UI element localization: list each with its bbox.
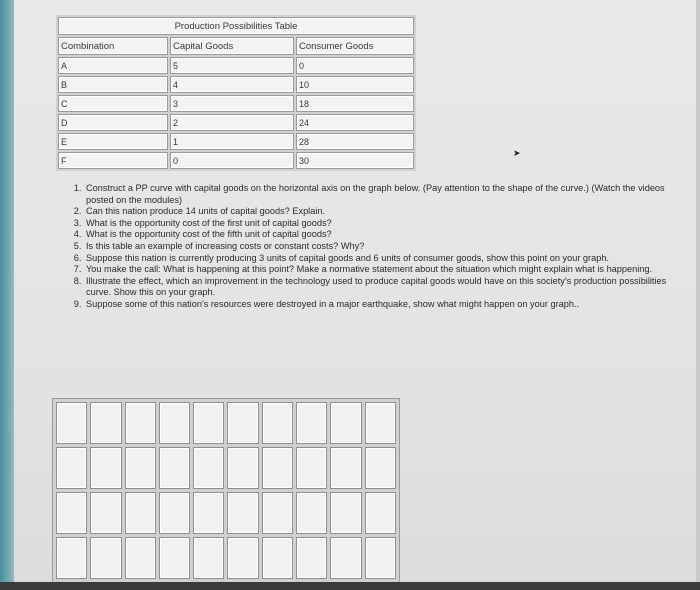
graph-cell <box>193 402 224 444</box>
header-capital-goods: Capital Goods <box>170 37 294 55</box>
table-row <box>58 133 414 150</box>
question-list <box>70 183 684 311</box>
question-item: 9. Suppose some of this nation's resources were destroyed in a major earthquake, show what might happen on your graph.. <box>84 299 684 311</box>
cell-combination: B <box>58 76 168 93</box>
graph-cell <box>365 492 396 534</box>
graph-cell <box>56 402 87 444</box>
cell-capital-goods: 4 <box>170 76 294 93</box>
question-item: 5. Is this table an example of increasing costs or constant costs? Why? <box>84 241 684 253</box>
graph-cell <box>125 537 156 579</box>
graph-cell <box>365 447 396 489</box>
header-consumer-goods: Consumer Goods <box>296 37 414 55</box>
header-combination: Combination <box>58 37 168 55</box>
graph-cell <box>56 537 87 579</box>
graph-cell <box>227 447 258 489</box>
cell-consumer-goods: 24 <box>296 114 414 131</box>
graph-cell <box>159 492 190 534</box>
graph-cell <box>193 537 224 579</box>
graph-cell <box>296 492 327 534</box>
graph-cell <box>330 492 361 534</box>
cell-consumer-goods: 10 <box>296 76 414 93</box>
cursor-arrow-icon: ➤ <box>513 148 521 158</box>
graph-cell <box>56 492 87 534</box>
cell-combination: F <box>58 152 168 169</box>
graph-cell <box>365 537 396 579</box>
cell-capital-goods: 5 <box>170 57 294 74</box>
table-row <box>58 57 414 74</box>
question-item: 1. Construct a PP curve with capital goods on the horizontal axis on the graph below. (Pay attention to the shape of the curve.) (Watch the videos posted on the modules) <box>84 183 684 206</box>
graph-cell <box>159 537 190 579</box>
graph-cell <box>365 402 396 444</box>
graph-cell <box>90 537 121 579</box>
graph-cell <box>90 447 121 489</box>
left-edge-strip <box>0 0 14 590</box>
table-row <box>58 152 414 169</box>
graph-cell <box>125 447 156 489</box>
cell-consumer-goods: 0 <box>296 57 414 74</box>
graph-cell <box>227 402 258 444</box>
question-item: 7. You make the call: What is happening at this point? Make a normative statement about the situation which might explain what is happening. <box>84 264 684 276</box>
cell-capital-goods: 1 <box>170 133 294 150</box>
cell-combination: E <box>58 133 168 150</box>
bottom-edge-strip <box>0 582 700 590</box>
production-possibilities-table <box>56 15 416 171</box>
graph-cell <box>159 447 190 489</box>
graph-cell <box>193 447 224 489</box>
graph-cell <box>159 402 190 444</box>
cell-capital-goods: 3 <box>170 95 294 112</box>
graph-cell <box>193 492 224 534</box>
blank-graph-grid <box>52 398 400 584</box>
graph-cell <box>227 492 258 534</box>
graph-cell <box>296 537 327 579</box>
cell-combination: A <box>58 57 168 74</box>
graph-cell <box>90 492 121 534</box>
cell-combination: C <box>58 95 168 112</box>
graph-cell <box>262 492 293 534</box>
cell-capital-goods: 2 <box>170 114 294 131</box>
graph-cell <box>227 537 258 579</box>
cell-consumer-goods: 30 <box>296 152 414 169</box>
question-item: 2. Can this nation produce 14 units of capital goods? Explain. <box>84 206 684 218</box>
cell-consumer-goods: 18 <box>296 95 414 112</box>
graph-cell <box>56 447 87 489</box>
cell-consumer-goods: 28 <box>296 133 414 150</box>
question-item: 3. What is the opportunity cost of the first unit of capital goods? <box>84 218 684 230</box>
graph-cell <box>330 402 361 444</box>
table-row <box>58 95 414 112</box>
graph-cell <box>330 537 361 579</box>
question-item: 4. What is the opportunity cost of the fifth unit of capital goods? <box>84 229 684 241</box>
table-title: Production Possibilities Table <box>58 17 414 35</box>
cell-combination: D <box>58 114 168 131</box>
cell-capital-goods: 0 <box>170 152 294 169</box>
graph-cell <box>296 447 327 489</box>
table-row <box>58 114 414 131</box>
graph-cell <box>125 402 156 444</box>
graph-cell <box>262 447 293 489</box>
graph-cell <box>296 402 327 444</box>
graph-cell <box>90 402 121 444</box>
graph-cell <box>125 492 156 534</box>
question-item: 6. Suppose this nation is currently producing 3 units of capital goods and 6 units of consumer goods, show this point on your graph. <box>84 253 684 265</box>
table-header-row <box>58 37 414 55</box>
graph-cell <box>330 447 361 489</box>
question-item: 8. Illustrate the effect, which an improvement in the technology used to produce capital goods would have on this society's production possibilities curve. Show this on your graph. <box>84 276 684 299</box>
table-row <box>58 76 414 93</box>
graph-cell <box>262 402 293 444</box>
graph-cell <box>262 537 293 579</box>
